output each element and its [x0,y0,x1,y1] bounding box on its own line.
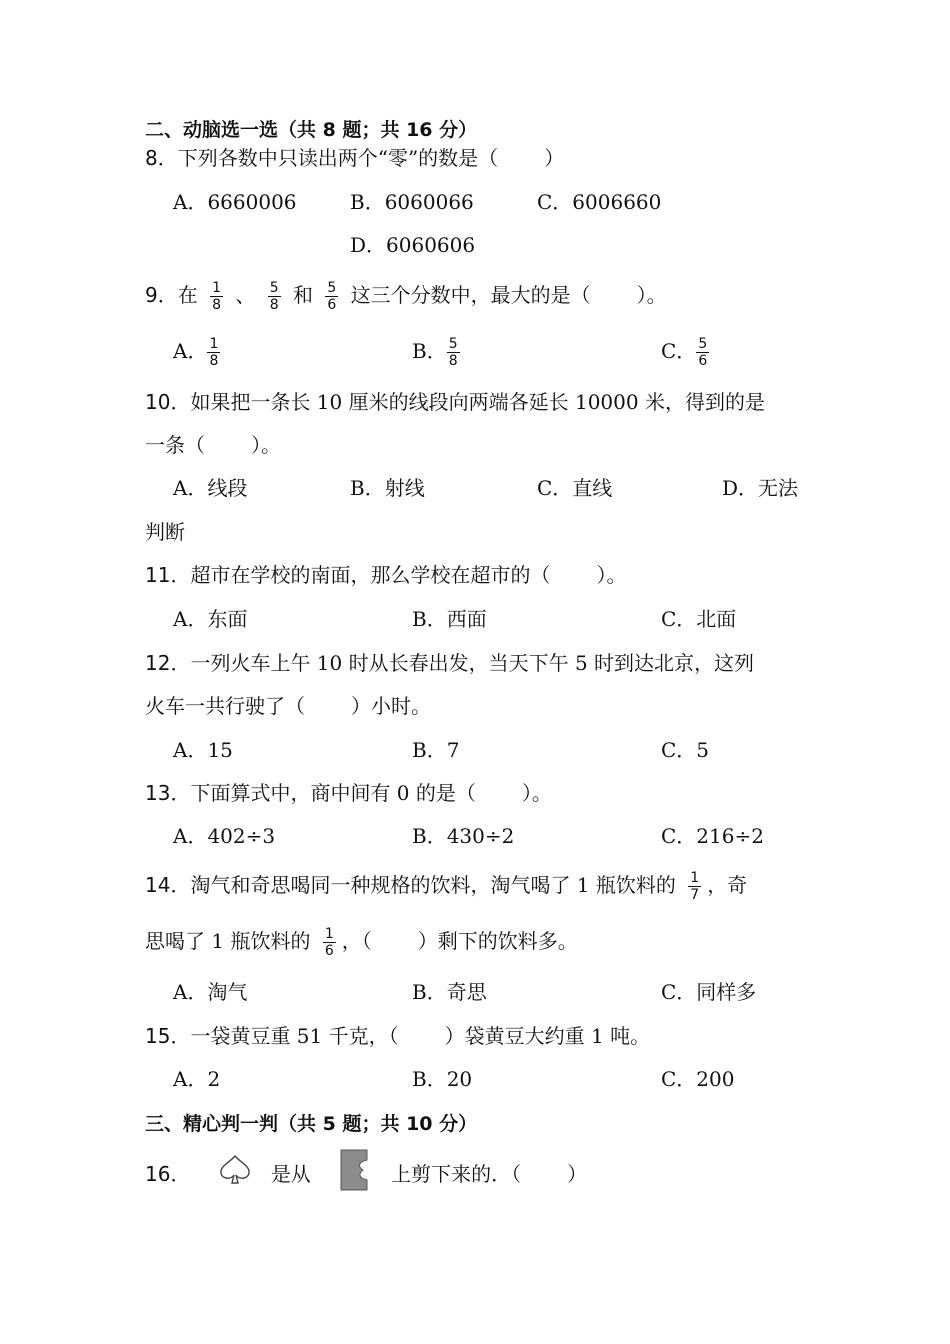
option-b[interactable]: B．430÷2 [412,824,515,848]
fraction: $\frac{5}{8}$ [448,336,458,369]
fraction: $\frac{5}{8}$ [269,280,279,313]
option-b[interactable]: B．6060066 [350,190,474,214]
question-text-end: ）。 [596,563,627,587]
question-text: 下面算式中，商中间有 0 的是（ [190,781,476,805]
question-text: 思喝了 1 瓶饮料的 [145,929,311,953]
option-d-wrap[interactable]: 判断 [145,520,185,544]
question-10 [145,388,765,416]
question-text-end: ）。 [521,781,552,805]
option-b[interactable]: B．20 [412,1067,473,1091]
question-text: ，（ [341,929,372,953]
section-3-title: 三、精心判一判（共 5 题；共 10 分） [145,1113,478,1135]
question-14 [145,870,747,903]
spade-shape-icon [217,1153,253,1198]
question-text: 下列各数中只读出两个“零”的数是（ [177,146,499,170]
option-a[interactable]: A．淘气 [173,980,248,1004]
question-text: 火车一共行驶了（ [145,694,305,718]
option-a[interactable]: A．东面 [173,607,248,631]
question-9 [145,280,667,313]
fraction: $\frac{5}{6}$ [698,336,708,369]
cut-paper-icon [339,1148,369,1203]
option-a[interactable]: A．线段 [173,476,248,500]
option-b[interactable]: B．奇思 [412,980,487,1004]
question-text: 是从 [270,1162,311,1186]
question-number: 10． [145,390,191,414]
option-a[interactable]: A．402÷3 [173,824,276,848]
fraction: $\frac{1}{8}$ [212,280,222,313]
option-c[interactable]: C．同样多 [661,980,757,1004]
question-12 [145,649,754,677]
option-b[interactable]: B．7 [412,738,460,762]
question-text: 上剪下来的．（ [391,1162,522,1186]
option-c[interactable]: C．北面 [661,607,737,631]
question-text-end: ）小时。 [351,694,431,718]
option-b[interactable]: B． $\frac{5}{8}$ [412,336,458,369]
option-b[interactable]: B．射线 [350,476,425,500]
question-13 [145,779,552,807]
option-a[interactable]: A． $\frac{1}{8}$ [173,336,219,369]
question-number: 9． [145,283,178,307]
question-text-end: ）。 [636,283,667,307]
question-11 [145,561,626,589]
question-15 [145,1022,650,1050]
question-number: 14． [145,873,191,897]
question-text: 一条（ [145,433,205,457]
question-text: 一袋黄豆重 51 千克，（ [190,1024,399,1048]
question-text: 在 [177,283,198,307]
question-text: 这三个分数中，最大的是（ [350,283,591,307]
option-c[interactable]: C．216÷2 [661,824,764,848]
question-text: 如果把一条长 10 厘米的线段向两端各延长 10000 米，得到的是 [190,390,765,414]
option-d[interactable]: D．无法 [722,476,799,500]
fraction: $\frac{1}{7}$ [690,870,700,903]
option-a[interactable]: A．6660006 [173,190,297,214]
option-c[interactable]: C． $\frac{5}{6}$ [661,336,708,369]
question-text: 、 [235,283,256,307]
option-a[interactable]: A．2 [173,1067,221,1091]
question-number: 11． [145,563,191,587]
question-text: ，奇 [707,873,748,897]
question-text: 淘气和奇思喝同一种规格的饮料，淘气喝了 1 瓶饮料的 [190,873,676,897]
question-text-end: ）剩下的饮料多。 [417,929,578,953]
question-text: 和 [293,283,314,307]
option-c[interactable]: C．5 [661,738,710,762]
question-8 [145,144,564,172]
option-d[interactable]: D．6060606 [350,233,476,257]
question-10-line-2 [145,431,281,459]
question-16 [145,1148,587,1203]
section-2-title: 二、动脑选一选（共 8 题；共 16 分） [145,119,478,141]
question-text-end: ） [567,1162,588,1186]
question-12-line-2 [145,692,431,720]
fraction: $\frac{1}{8}$ [209,336,219,369]
question-text-end: ）。 [251,433,281,457]
question-text-end: ）袋黄豆大约重 1 吨。 [444,1024,651,1048]
option-b[interactable]: B．西面 [412,607,487,631]
question-text: 一列火车上午 10 时从长春出发，当天下午 5 时到达北京，这列 [190,651,755,675]
option-c[interactable]: C．200 [661,1067,735,1091]
question-text: 超市在学校的南面，那么学校在超市的（ [190,563,551,587]
option-c[interactable]: C．6006660 [537,190,662,214]
question-number: 8． [145,146,178,170]
question-number: 12． [145,651,191,675]
question-number: 16． [145,1162,191,1186]
question-text-end: ） [544,146,565,170]
fraction: $\frac{1}{6}$ [324,926,334,959]
option-a[interactable]: A．15 [173,738,233,762]
question-number: 13． [145,781,191,805]
fraction: $\frac{5}{6}$ [327,280,337,313]
option-c[interactable]: C．直线 [537,476,613,500]
question-number: 15． [145,1024,191,1048]
question-14-line-2 [145,926,578,959]
